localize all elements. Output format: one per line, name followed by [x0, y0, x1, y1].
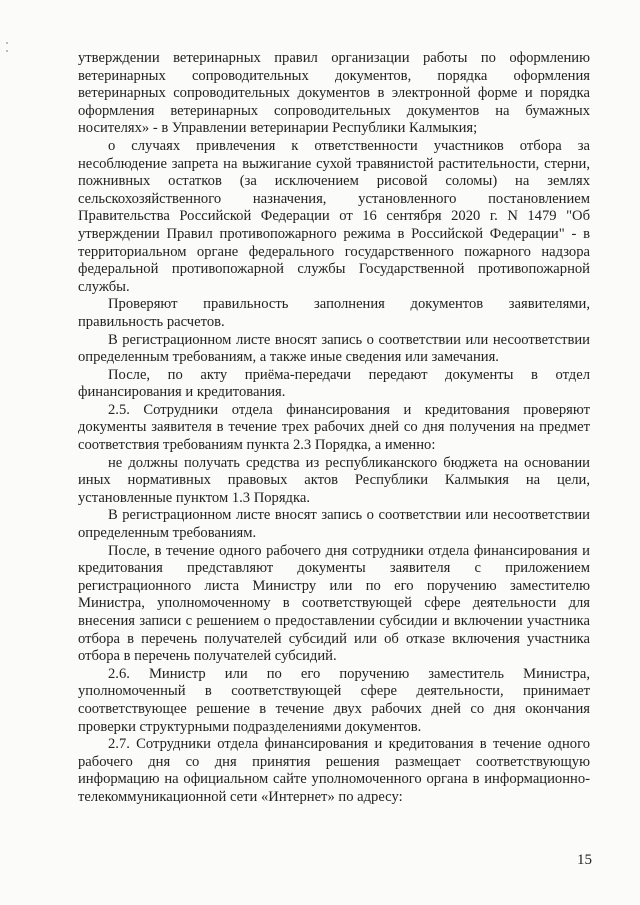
paragraph: не должны получать средства из республиканского бюджета на основании иных нормативных правовых актов Республики Калмыкия на цели, установленные пунктом 1.3 Порядка.: [78, 454, 590, 506]
paragraph: о случаях привлечения к ответственности участников отбора за несоблюдение запрета на выжигание сухой травянистой растительности, стерни, пожнивных остатков (за исключением рисовой соломы) на землях сельскохозяйственного назначения, установленного постановлением Правительства Российской Федерации от 16 сентября 2020 г. N 1479 "Об утверждении Правил противопожарного режима в Российской Федерации" - в территориальном органе федерального государственного пожарного надзора федеральной противопожарной службы Государственной противопожарной службы.: [78, 137, 590, 295]
paragraph: 2.5. Сотрудники отдела финансирования и кредитования проверяют документы заявителя в течение трех рабочих дней со дня получения на предмет соответствия требованиям пункта 2.3 Порядка, а именно:: [78, 401, 590, 454]
paragraph: После, по акту приёма-передачи передают документы в отдел финансирования и кредитования.: [78, 366, 590, 401]
page-number: 15: [577, 852, 592, 868]
paragraph: 2.6. Министр или по его поручению заместитель Министра, уполномоченный в соответствующей сфере деятельности, принимает соответствующее решение в течение двух рабочих дней со дня окончания проверки структурными подразделениями документов.: [78, 665, 590, 735]
paragraph: 2.7. Сотрудники отдела финансирования и кредитования в течение одного рабочего дня со дня принятия решения размещает соответствующую информацию на официальном сайте уполномоченного органа в информационно-телекоммуникационной сети «Интернет» по адресу:: [78, 736, 590, 805]
paragraph: В регистрационном листе вносят запись о соответствии или несоответствии определенным требованиям, а также иные сведения или замечания.: [78, 331, 590, 366]
paragraph: Проверяют правильность заполнения документов заявителями, правильность расчетов.: [78, 296, 590, 330]
paragraph: утверждении ветеринарных правил организации работы по оформлению ветеринарных сопроводительных документов, порядка оформления ветеринарных сопроводительных документов в электронной форме и порядка оформления ветеринарных сопроводительных документов на бумажных носителях» - в Управлении ветеринарии Республики Калмыкия;: [78, 50, 590, 137]
body-text: [78, 50, 590, 807]
paragraph: После, в течение одного рабочего дня сотрудники отдела финансирования и кредитования представляют документы заявителя с приложением регистрационного листа Министру или по его поручению заместителю Министра, уполномоченному в соответствующей сфере деятельности для внесения записи с решением о предоставлении субсидии и включении участника отбора в перечень получателей субсидий или об отказе включения участника отбора в перечень получателей субсидий.: [78, 542, 590, 665]
scan-margin-marks: [6, 42, 10, 60]
paragraph: В регистрационном листе вносят запись о соответствии или несоответствии определенным требованиям.: [78, 507, 590, 542]
